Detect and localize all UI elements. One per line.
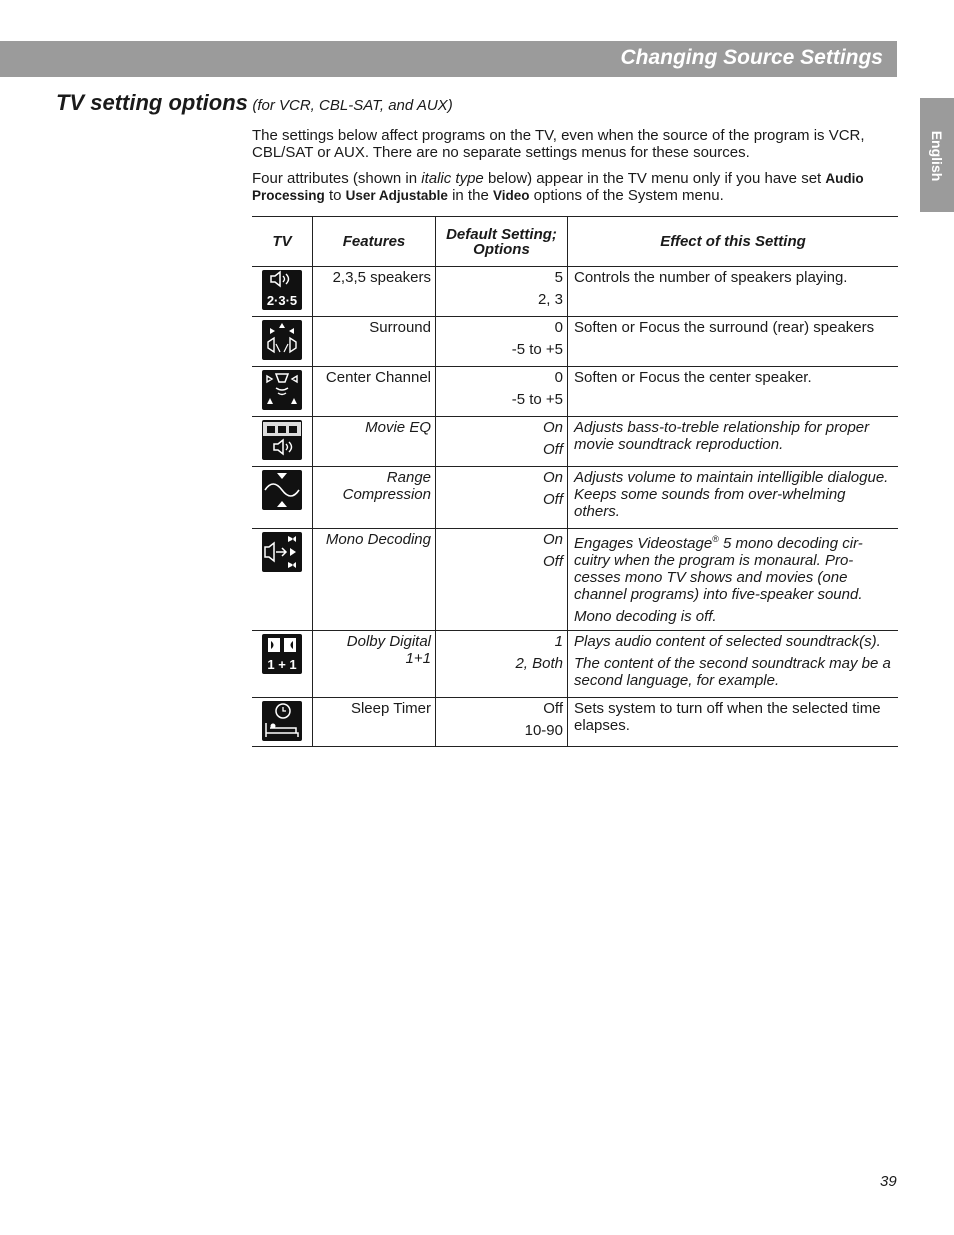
tv-settings-table (252, 216, 898, 747)
intro-bold-user-adjustable: User Adjustable (345, 188, 448, 203)
default-cell (436, 631, 568, 698)
default-value: On (542, 531, 563, 548)
default-value: 5 (554, 269, 563, 286)
header-effect: Effect of this Setting (568, 217, 899, 267)
feature-cell: 2,3,5 speakers (313, 267, 436, 317)
default-cell (436, 698, 568, 747)
default-value: 0 (554, 319, 563, 336)
page-header-title: Changing Source Settings (620, 46, 883, 69)
table-header-row (252, 217, 898, 267)
default-value: 0 (554, 369, 563, 386)
intro-text-part: options of the System menu. (529, 187, 724, 204)
feature-cell: Range Compression (313, 467, 436, 529)
intro-text-part: Four attributes (shown in (252, 170, 422, 187)
speakers-icon-label: 2·3·5 (266, 293, 298, 308)
default-cell (436, 367, 568, 417)
icon-cell (252, 267, 313, 317)
icon-cell (252, 698, 313, 747)
default-value: 1 (554, 633, 563, 650)
options-value: Off (542, 441, 563, 458)
section-title-main: TV setting options (56, 90, 248, 115)
default-cell (436, 417, 568, 467)
effect-cell (568, 529, 899, 631)
default-cell (436, 529, 568, 631)
options-value: 2, Both (515, 655, 563, 672)
intro-paragraph-2 (252, 170, 897, 204)
center-channel-icon (262, 370, 302, 410)
effect-cell: Sets system to turn off when the selected time elapses. (568, 698, 899, 747)
effect-cell: Controls the number of speakers playing. (568, 267, 899, 317)
options-value: Off (542, 553, 563, 570)
default-cell (436, 267, 568, 317)
feature-cell: Surround (313, 317, 436, 367)
options-value: -5 to +5 (511, 391, 563, 408)
range-compression-icon (262, 470, 302, 510)
default-cell (436, 317, 568, 367)
language-tab-label: English (929, 130, 945, 182)
icon-cell (252, 417, 313, 467)
default-value: On (542, 419, 563, 436)
feature-cell: Mono Decoding (313, 529, 436, 631)
movie-eq-icon (262, 420, 302, 460)
options-value: -5 to +5 (511, 341, 563, 358)
icon-cell (252, 631, 313, 698)
table-row (252, 529, 898, 631)
dolby-icon-label: 1 + 1 (267, 657, 297, 672)
table-row (252, 417, 898, 467)
header-tv: TV (252, 217, 313, 267)
feature-line2: 1+1 (405, 650, 431, 667)
effect-cell: Soften or Focus the center speaker. (568, 367, 899, 417)
effect-text-part: 5 mono decoding cir-cuitry when the program is monaural. Pro-cesses mono TV shows and movies (one channel programs) into five-speaker sound. (574, 535, 863, 603)
feature-cell: Center Channel (313, 367, 436, 417)
feature-cell (313, 631, 436, 698)
effect-cell: Adjusts bass-to-treble relationship for proper movie soundtrack reproduction. (568, 417, 899, 467)
effect-note: The content of the second soundtrack may be a second language, for example. (574, 655, 891, 689)
feature-cell: Sleep Timer (313, 698, 436, 747)
header-default-line1: Default Setting; (446, 225, 557, 243)
intro-bold-audio-processing: Audio Processing (252, 171, 864, 203)
section-title (56, 90, 453, 116)
intro-text-part: in the (447, 187, 493, 204)
default-value: Off (543, 700, 563, 717)
effect-text-part: Engages Videostage (574, 535, 713, 552)
intro-text-part: below) appear in the TV menu only if you have set (483, 170, 826, 187)
feature-cell: Movie EQ (313, 417, 436, 467)
icon-cell (252, 529, 313, 631)
icon-cell (252, 317, 313, 367)
effect-cell: Soften or Focus the surround (rear) speakers (568, 317, 899, 367)
icon-cell (252, 367, 313, 417)
header-default (436, 217, 568, 267)
header-bar (0, 41, 897, 77)
table-row (252, 698, 898, 747)
header-features: Features (313, 217, 436, 267)
sleep-timer-icon (262, 701, 302, 741)
mono-decoding-icon (262, 532, 302, 572)
table-row (252, 317, 898, 367)
icon-cell (252, 467, 313, 529)
intro-paragraph-1: The settings below affect programs on the TV, even when the source of the program is VCR, CBL/SAT or AUX. There are no separate settings menus for these sources. (252, 127, 865, 161)
options-value: 10-90 (524, 722, 563, 739)
page-number: 39 (880, 1173, 897, 1190)
intro-text (252, 127, 897, 213)
table-row (252, 267, 898, 317)
default-cell (436, 467, 568, 529)
effect-cell (568, 631, 899, 698)
effect-note: Mono decoding is off. (574, 608, 717, 625)
options-value: 2, 3 (537, 291, 563, 308)
speakers-235-icon (262, 270, 302, 310)
registered-mark: ® (712, 534, 719, 544)
default-value: On (542, 469, 563, 486)
effect-text: Plays audio content of selected soundtrack(s). (574, 633, 881, 650)
intro-bold-video: Video (492, 188, 530, 203)
effect-text (574, 531, 894, 603)
feature-line1: Dolby Digital (346, 633, 431, 650)
table-row (252, 631, 898, 698)
intro-italic-text: italic type (421, 170, 484, 187)
surround-icon (262, 320, 302, 360)
table-row (252, 367, 898, 417)
intro-text-part: to (324, 187, 346, 204)
dolby-digital-icon (262, 634, 302, 674)
header-default-line2: Options (473, 240, 530, 258)
section-title-subtitle: (for VCR, CBL-SAT, and AUX) (252, 97, 453, 114)
language-tab (920, 98, 954, 212)
effect-cell: Adjusts volume to maintain intelligible dialogue. Keeps some sounds from over-whelming others. (568, 467, 899, 529)
table-row (252, 467, 898, 529)
options-value: Off (542, 491, 563, 508)
